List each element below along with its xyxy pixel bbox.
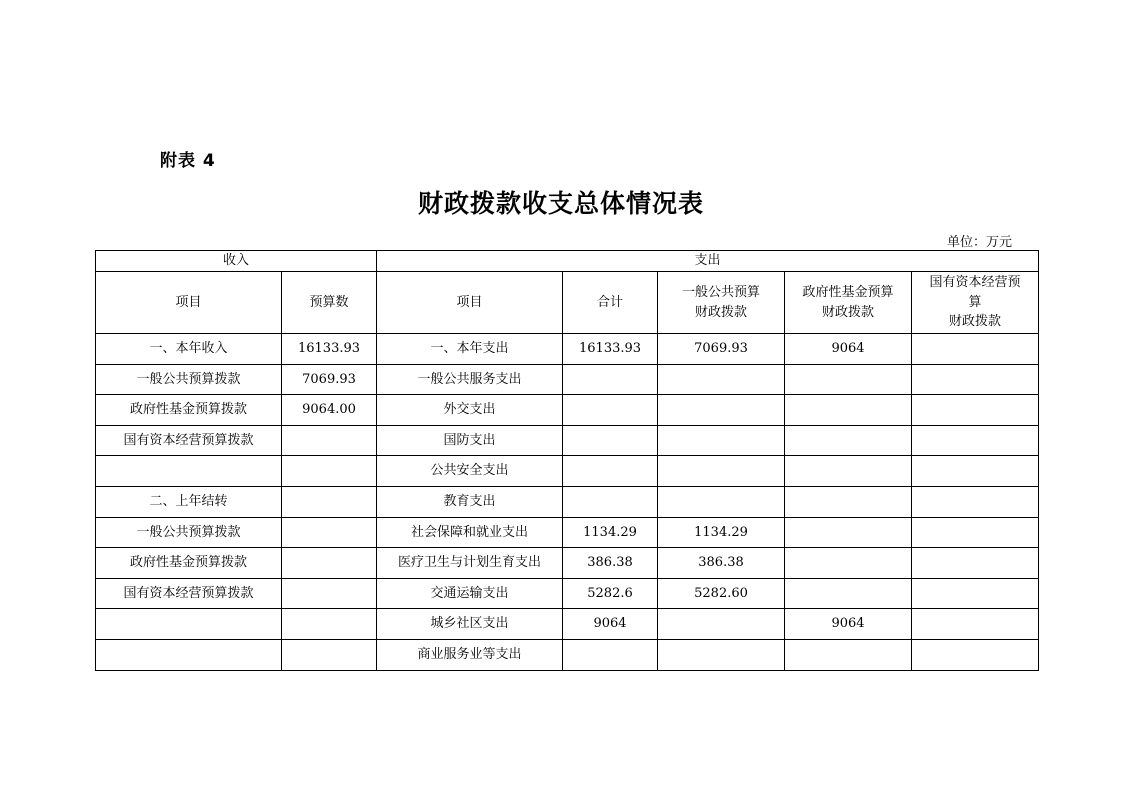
state-capital-cell (912, 609, 1039, 640)
expense-total-cell (563, 486, 658, 517)
col-income-item: 项目 (96, 272, 282, 334)
gov-fund-cell (785, 395, 912, 426)
column-header-row (96, 272, 1039, 334)
state-capital-cell (912, 456, 1039, 487)
state-capital-cell (912, 639, 1039, 670)
section-header-row (96, 251, 1039, 272)
unit-label: 单位：万元 (946, 235, 1012, 250)
page-title: 财政拨款收支总体情况表 (417, 189, 704, 218)
income-budget-cell (282, 609, 377, 640)
expense-total-cell: 1134.29 (563, 517, 658, 548)
table-row (96, 456, 1039, 487)
expense-item-cell: 一、本年支出 (377, 334, 563, 365)
gov-fund-cell (785, 578, 912, 609)
budget-table (95, 250, 1039, 671)
expense-item-cell: 教育支出 (377, 486, 563, 517)
income-budget-cell (282, 578, 377, 609)
table-row (96, 334, 1039, 365)
general-budget-cell (658, 639, 785, 670)
expense-item-cell: 交通运输支出 (377, 578, 563, 609)
annex-label: 附表 4 (160, 151, 216, 171)
general-budget-cell (658, 609, 785, 640)
income-item-cell: 国有资本经营预算拨款 (96, 578, 282, 609)
general-budget-cell: 7069.93 (658, 334, 785, 365)
table-row (96, 364, 1039, 395)
gov-fund-cell (785, 517, 912, 548)
table-body (96, 251, 1039, 671)
gov-fund-cell: 9064 (785, 609, 912, 640)
state-capital-cell (912, 517, 1039, 548)
table-row (96, 609, 1039, 640)
state-capital-cell (912, 395, 1039, 426)
income-item-cell: 一般公共预算拨款 (96, 364, 282, 395)
income-budget-cell (282, 486, 377, 517)
expense-total-cell: 386.38 (563, 548, 658, 579)
gov-fund-cell (785, 456, 912, 487)
expense-item-cell: 公共安全支出 (377, 456, 563, 487)
general-budget-cell (658, 364, 785, 395)
table-row (96, 578, 1039, 609)
general-budget-cell (658, 456, 785, 487)
state-capital-cell (912, 364, 1039, 395)
gov-fund-cell (785, 639, 912, 670)
expense-total-cell (563, 395, 658, 426)
gov-fund-cell (785, 548, 912, 579)
expense-item-cell: 医疗卫生与计划生育支出 (377, 548, 563, 579)
expense-total-cell: 9064 (563, 609, 658, 640)
state-capital-cell (912, 486, 1039, 517)
income-section-header: 收入 (96, 251, 377, 272)
expense-total-cell (563, 639, 658, 670)
gov-fund-cell: 9064 (785, 334, 912, 365)
income-budget-cell: 16133.93 (282, 334, 377, 365)
state-capital-cell (912, 425, 1039, 456)
income-item-cell: 二、上年结转 (96, 486, 282, 517)
col-income-budget: 预算数 (282, 272, 377, 334)
col-expense-item: 项目 (377, 272, 563, 334)
income-budget-cell: 7069.93 (282, 364, 377, 395)
income-budget-cell (282, 548, 377, 579)
expense-total-cell: 16133.93 (563, 334, 658, 365)
col-gov-fund: 政府性基金预算 财政拨款 (785, 272, 912, 334)
income-item-cell: 政府性基金预算拨款 (96, 395, 282, 426)
general-budget-cell: 5282.60 (658, 578, 785, 609)
gov-fund-cell (785, 425, 912, 456)
income-item-cell: 国有资本经营预算拨款 (96, 425, 282, 456)
table-row (96, 548, 1039, 579)
income-item-cell (96, 609, 282, 640)
general-budget-cell: 1134.29 (658, 517, 785, 548)
table-row (96, 639, 1039, 670)
gov-fund-cell (785, 486, 912, 517)
table-row (96, 425, 1039, 456)
income-budget-cell (282, 639, 377, 670)
table-row (96, 395, 1039, 426)
expense-item-cell: 外交支出 (377, 395, 563, 426)
income-item-cell: 一、本年收入 (96, 334, 282, 365)
gov-fund-cell (785, 364, 912, 395)
income-item-cell (96, 639, 282, 670)
expense-total-cell (563, 425, 658, 456)
table-row (96, 486, 1039, 517)
state-capital-cell (912, 548, 1039, 579)
income-item-cell: 一般公共预算拨款 (96, 517, 282, 548)
general-budget-cell (658, 425, 785, 456)
expense-item-cell: 城乡社区支出 (377, 609, 563, 640)
col-general-budget: 一般公共预算 财政拨款 (658, 272, 785, 334)
income-item-cell: 政府性基金预算拨款 (96, 548, 282, 579)
expense-item-cell: 商业服务业等支出 (377, 639, 563, 670)
col-state-capital: 国有资本经营预 算 财政拨款 (912, 272, 1039, 334)
expense-total-cell: 5282.6 (563, 578, 658, 609)
income-budget-cell (282, 517, 377, 548)
expense-item-cell: 社会保障和就业支出 (377, 517, 563, 548)
state-capital-cell (912, 334, 1039, 365)
expense-total-cell (563, 456, 658, 487)
general-budget-cell: 386.38 (658, 548, 785, 579)
income-budget-cell (282, 425, 377, 456)
general-budget-cell (658, 486, 785, 517)
expense-total-cell (563, 364, 658, 395)
table-row (96, 517, 1039, 548)
income-budget-cell: 9064.00 (282, 395, 377, 426)
general-budget-cell (658, 395, 785, 426)
state-capital-cell (912, 578, 1039, 609)
expense-item-cell: 一般公共服务支出 (377, 364, 563, 395)
income-item-cell (96, 456, 282, 487)
col-expense-total: 合计 (563, 272, 658, 334)
expense-section-header: 支出 (377, 251, 1039, 272)
income-budget-cell (282, 456, 377, 487)
expense-item-cell: 国防支出 (377, 425, 563, 456)
